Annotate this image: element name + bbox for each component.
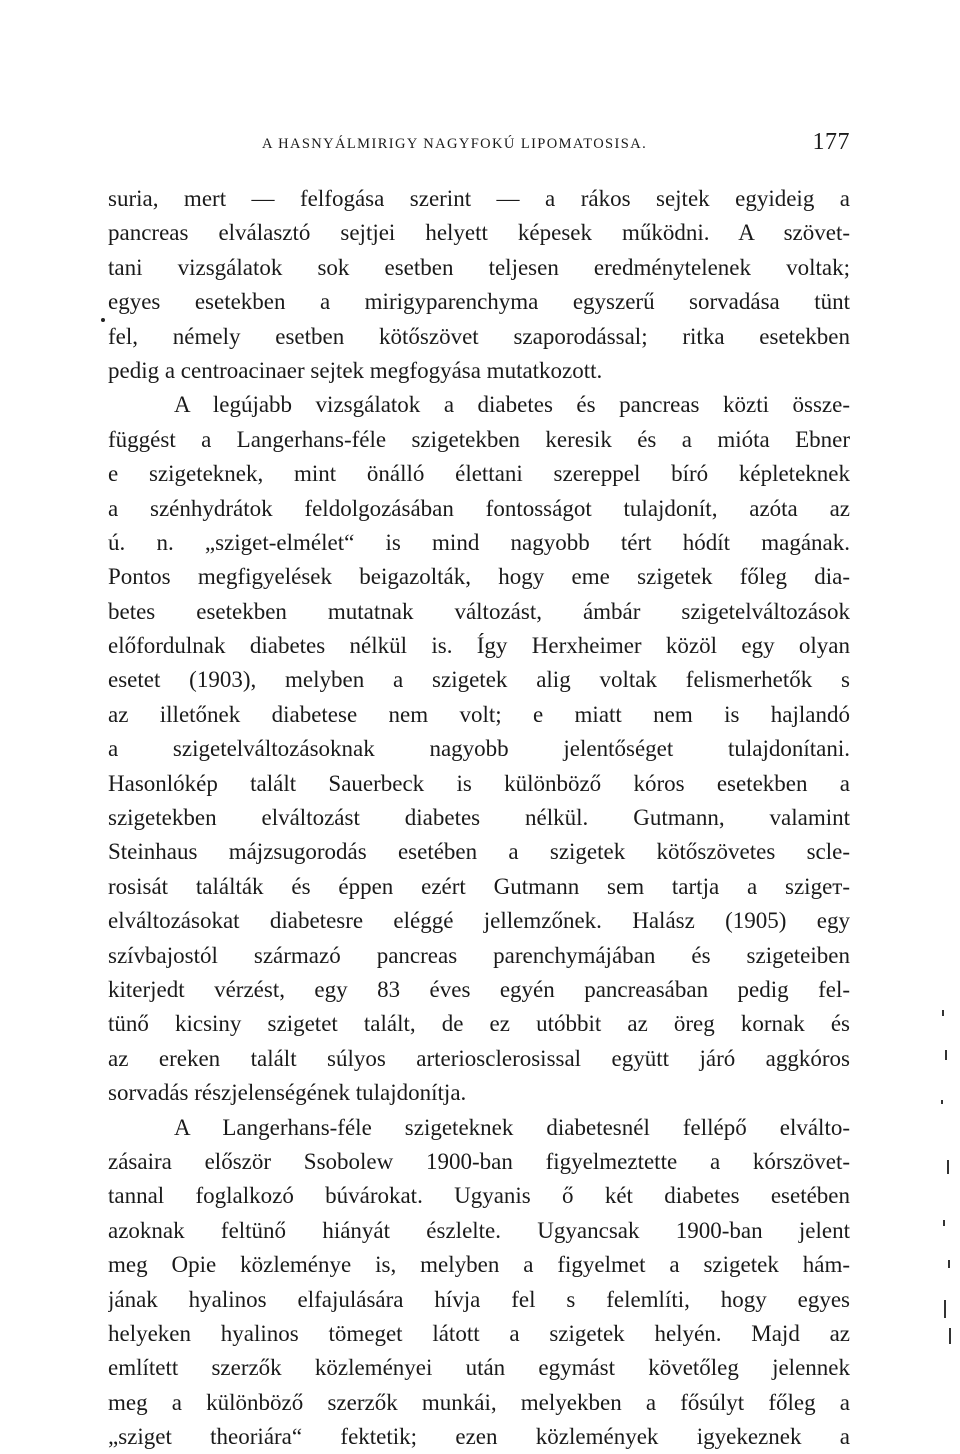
text-line: A Langerhans-féle szigeteknek diabetesnél fellépő elválto- xyxy=(174,1114,850,1140)
running-header xyxy=(262,129,850,162)
text-line: „sziget theoriára“ fektetik; ezen közlemények igyekeznek a xyxy=(108,1424,850,1450)
text-line: az illetőnek diabetese nem volt; e miatt nem is hajlandó xyxy=(108,701,850,727)
text-line: a szénhydrátok feldolgozásában fontosságot tulajdonít, azóta az xyxy=(108,495,850,521)
text-line: szigetekben elváltozást diabetes nélkül. Gutmann, valamint xyxy=(108,805,850,831)
text-line: egyes esetekben a mirigyparenchyma egyszerű sorvadása tünt xyxy=(108,289,850,315)
text-line: említett szerzők közleményei után egymást követőleg jelennek xyxy=(108,1355,850,1381)
body-text xyxy=(108,182,850,1454)
text-line: rosisát találták és éppen ezért Gutmann sem tartja a szigет- xyxy=(108,873,850,899)
text-line: azoknak feltünő hiányát észlelte. Ugyancsak 1900-ban jelent xyxy=(108,1217,850,1243)
margin-speck xyxy=(101,318,105,322)
text-line: kiterjedt vérzést, egy 83 éves egyén pancreasában pedig fel- xyxy=(108,976,850,1002)
text-line: suria, mert — felfogása szerint — a rákos sejtek egyideig a xyxy=(108,186,850,211)
text-line: A legújabb vizsgálatok a diabetes és pancreas közti össze- xyxy=(174,392,850,418)
text-line: szívbajostól származó pancreas parenchymájában és szigeteiben xyxy=(108,942,850,968)
text-line: elváltozásokat diabetesre eléggé jellemzőnek. Halász (1905) egy xyxy=(108,908,850,934)
running-title: A HASNYÁLMIRIGY NAGYFOKÚ LIPOMATOSISA. xyxy=(262,136,648,152)
text-line: sorvadás részjelenségének tulajdonítja. xyxy=(108,1080,467,1106)
text-line: pancreas elválasztó sejtjei helyett képesek működni. A szövet- xyxy=(108,220,850,246)
text-line: e szigeteknek, mint önálló élettani szereppel bíró képleteknek xyxy=(108,461,850,487)
binding-edge-marks xyxy=(936,1010,954,1350)
text-line: zásaira először Ssobolew 1900-ban figyelmeztette a kórszövet- xyxy=(108,1148,850,1174)
text-line: tannal foglalkozó búvárokat. Ugyanis ő két diabetes esetében xyxy=(108,1183,850,1209)
text-line: meg Opie közleménye is, melyben a figyelmet a szigetek hám- xyxy=(108,1252,850,1278)
text-line: meg a különböző szerzők munkái, melyekben a fősúlyt főleg a xyxy=(108,1389,850,1415)
text-line: pedig a centroacinaer sejtek megfogyása mutatkozott. xyxy=(108,357,603,383)
text-line: tani vizsgálatok sok esetben teljesen eredménytelenek voltak; xyxy=(108,254,850,280)
text-line: esetet (1903), melyben a szigetek alig voltak felismerhetők s xyxy=(108,667,850,693)
text-line: a szigetelváltozásoknak nagyobb jelentőséget tulajdonítani. xyxy=(108,736,850,762)
text-line: fel, némely esetben kötőszövet szaporodással; ritka esetekben xyxy=(108,323,850,349)
text-line: helyeken hyalinos tömeget látott a szigetek helyén. Majd az xyxy=(108,1320,850,1346)
text-line: betes esetekben mutatnak változást, ámbár szigetelváltozások xyxy=(108,598,850,624)
text-line: ú. n. „sziget-elmélet“ is mind nagyobb tért hódít magának. xyxy=(108,529,850,555)
text-line: Hasonlókép talált Sauerbeck is különböző kóros esetekben a xyxy=(108,770,850,796)
text-line: függést a Langerhans-féle szigetekben keresik és a mióta Ebner xyxy=(108,426,850,452)
page-number: 177 xyxy=(812,129,850,155)
text-line: előfordulnak diabetes nélkül is. Így Herxheimer közöl egy olyan xyxy=(108,633,850,659)
text-line: Pontos megfigyelések beigazolták, hogy eme szigetek főleg dia- xyxy=(108,564,850,590)
text-line: tünő kicsiny szigetet talált, de ez utóbbit az öreg kornak és xyxy=(108,1011,850,1037)
text-line: az ereken talált súlyos arteriosclerosissal együtt járó aggkóros xyxy=(108,1045,850,1071)
text-line: Steinhaus májzsugorodás esetében a szigetek kötőszövetes scle- xyxy=(108,839,850,865)
text-line: jának hyalinos elfajulására hívja fel s felemlíti, hogy egyes xyxy=(108,1286,850,1312)
